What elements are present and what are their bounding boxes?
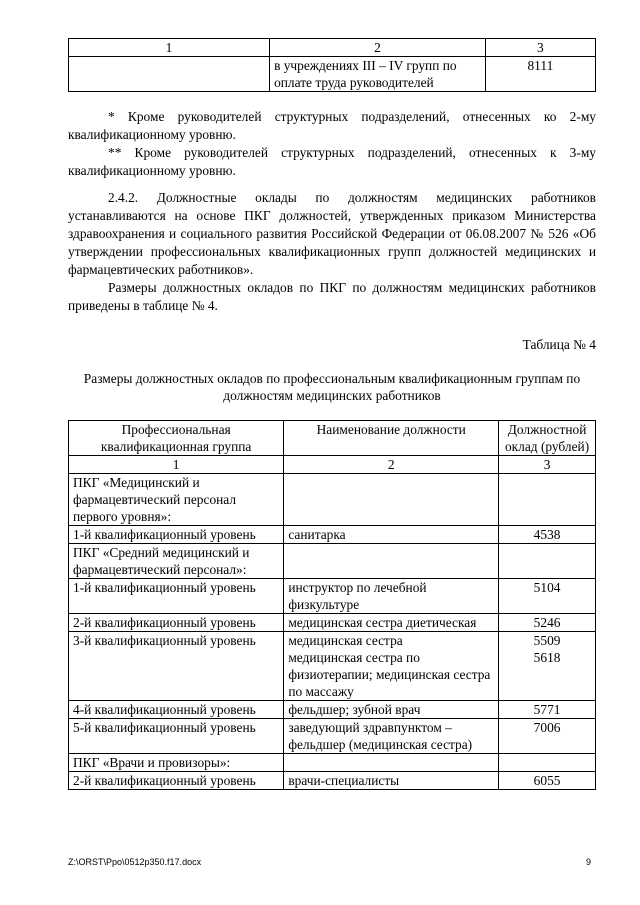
table-row — [69, 632, 596, 701]
salary-cell — [499, 544, 596, 579]
group-cell: 2-й квалификационный уровень — [69, 614, 284, 632]
table-title — [68, 370, 596, 404]
position-line: медицинская сестра по физиотерапии; медицинская сестра по массажу — [288, 650, 491, 699]
position-cell — [284, 544, 499, 579]
group-cell: 2-й квалификационный уровень — [69, 772, 284, 790]
table-row — [69, 474, 596, 526]
group-cell: ПКГ «Средний медицинский и фармацевтический персонал»: — [69, 544, 284, 579]
position-cell: инструктор по лечебной физкультуре — [284, 579, 499, 614]
table-row — [69, 614, 596, 632]
salary-cell — [499, 632, 596, 701]
footnotes — [68, 108, 596, 180]
position-cell — [284, 474, 499, 526]
footnote: * Кроме руководителей структурных подразделений, отнесенных ко 2-му квалификационному уровню. — [68, 109, 596, 142]
position-cell: санитарка — [284, 526, 499, 544]
footnote: ** Кроме руководителей структурных подразделений, отнесенных к 3-му квалификационному уровню. — [68, 145, 596, 178]
salary-cell: 4538 — [499, 526, 596, 544]
group-cell: 1-й квалификационный уровень — [69, 526, 284, 544]
position-cell: медицинская сестра диетическая — [284, 614, 499, 632]
table-label: Таблица № 4 — [522, 337, 596, 352]
salary-cell: 5771 — [499, 701, 596, 719]
salary-cell: 5246 — [499, 614, 596, 632]
table-row — [69, 526, 596, 544]
number-cell: 3 — [499, 456, 596, 474]
salary-cell: 5104 — [499, 579, 596, 614]
header-cell: Должностной оклад (рублей) — [499, 421, 596, 456]
footer-file-path: Z:\ORST\Ppo\0512p350.f17.docx — [68, 857, 202, 867]
group-cell: 3-й квалификационный уровень — [69, 632, 284, 701]
table-header-row — [69, 421, 596, 456]
salary-value: 5618 — [533, 650, 561, 665]
group-cell: 1-й квалификационный уровень — [69, 579, 284, 614]
position-cell: врачи-специалисты — [284, 772, 499, 790]
group-cell: 5-й квалификационный уровень — [69, 719, 284, 754]
continued-table — [68, 38, 596, 92]
salary-cell: 8111 — [485, 57, 595, 92]
table-row — [69, 754, 596, 772]
header-cell: Наименование должности — [284, 421, 499, 456]
table-cell — [69, 57, 270, 92]
position-cell — [284, 632, 499, 701]
salary-cell — [499, 754, 596, 772]
table-header-row — [69, 39, 596, 57]
table-row — [69, 579, 596, 614]
group-cell: ПКГ «Медицинский и фармацевтический персонал первого уровня»: — [69, 474, 284, 526]
salary-value: 5509 — [533, 633, 561, 648]
paragraph: 2.4.2. Должностные оклады по должностям медицинских работников устанавливаются на основе ПКГ должностей, утвержденных приказом Министерства здравоохранения и социального развития Российской Федерации от 06.08.2007 № 526 «Об утверждении профессиональных квалификационных групп должностей медицинских и фармацевтических работников». — [68, 190, 596, 277]
table-title-text: Размеры должностных окладов по профессиональным квалификационным группам по должностям медицинских работников — [83, 371, 581, 403]
position-cell: в учреждениях III – IV групп по оплате труда руководителей — [270, 57, 486, 92]
header-cell: 2 — [270, 39, 486, 57]
section-2-4-2 — [68, 189, 596, 315]
header-cell: 1 — [69, 39, 270, 57]
group-cell: 4-й квалификационный уровень — [69, 701, 284, 719]
position-cell: фельдшер; зубной врач — [284, 701, 499, 719]
table-number-row — [69, 456, 596, 474]
salary-cell: 7006 — [499, 719, 596, 754]
header-cell: Профессиональная квалификационная группа — [69, 421, 284, 456]
page-number: 9 — [586, 857, 592, 867]
group-cell: ПКГ «Врачи и провизоры»: — [69, 754, 284, 772]
paragraph: Размеры должностных окладов по ПКГ по должностям медицинских работников приведены в таблице № 4. — [68, 280, 596, 313]
salary-table — [68, 420, 596, 790]
table-row — [69, 772, 596, 790]
position-cell: заведующий здравпунктом – фельдшер (медицинская сестра) — [284, 719, 499, 754]
table-row — [69, 544, 596, 579]
table-row — [69, 57, 596, 92]
position-cell — [284, 754, 499, 772]
position-line: медицинская сестра — [288, 633, 403, 648]
salary-cell — [499, 474, 596, 526]
table-row — [69, 719, 596, 754]
header-cell: 3 — [485, 39, 595, 57]
number-cell: 2 — [284, 456, 499, 474]
salary-cell: 6055 — [499, 772, 596, 790]
number-cell: 1 — [69, 456, 284, 474]
table-row — [69, 701, 596, 719]
